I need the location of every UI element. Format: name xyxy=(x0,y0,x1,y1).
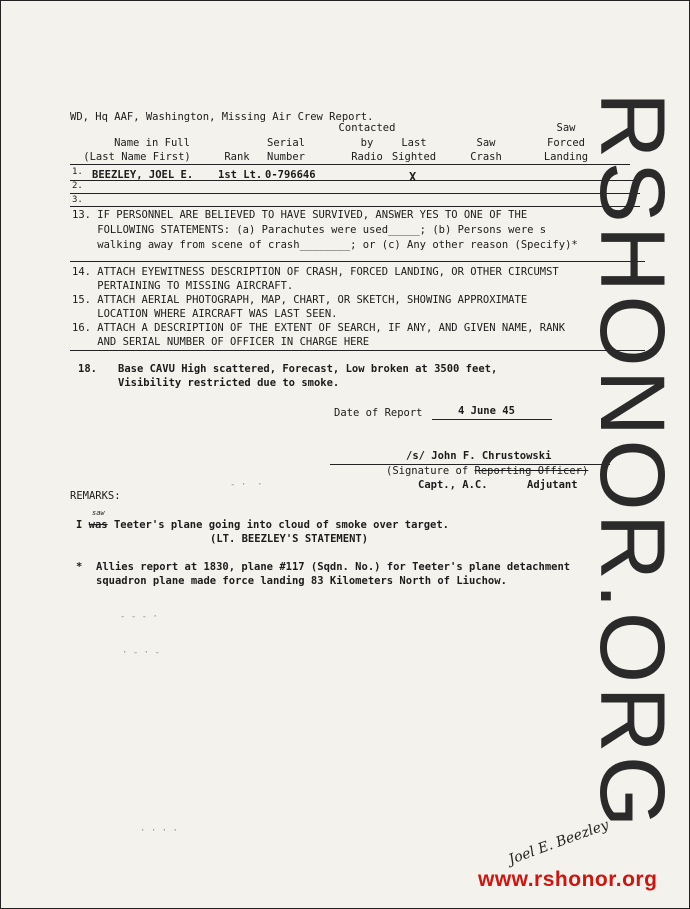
item-18-line2: Visibility restricted due to smoke. xyxy=(118,377,340,389)
date-rule xyxy=(432,419,552,420)
header-rule xyxy=(70,164,630,165)
remarks-label: REMARKS: xyxy=(70,490,121,502)
date-of-report-label: Date of Report xyxy=(334,407,423,419)
remarks-line2: (LT. BEEZLEY'S STATEMENT) xyxy=(210,533,369,545)
signature-caption xyxy=(386,465,588,477)
row-rule xyxy=(70,193,640,194)
col-last-line1: Last xyxy=(401,137,427,149)
watermark-url: www.rshonor.org xyxy=(478,868,658,891)
item-18-number: 18. xyxy=(78,363,97,375)
handwritten-signature: Joel E. Beezley xyxy=(506,816,611,868)
crew-name: BEEZLEY, JOEL E. xyxy=(92,169,194,181)
signature-title: Adjutant xyxy=(527,479,578,491)
date-of-report-value: 4 June 45 xyxy=(458,405,515,417)
item-13-line3: walking away from scene of crash________; or (c) Any other reason (Specify)* xyxy=(72,239,578,251)
crew-last-sighted-mark: X xyxy=(409,170,417,184)
item-14-line2: PERTAINING TO MISSING AIRCRAFT. xyxy=(72,280,294,292)
col-forced-line3: Landing xyxy=(543,151,589,163)
section-rule xyxy=(70,350,645,351)
crew-rank: 1st Lt. xyxy=(218,169,263,181)
col-forced-line1: Saw xyxy=(556,122,576,134)
item-14-line1: 14. ATTACH EYEWITNESS DESCRIPTION OF CRASH, FORCED LANDING, OR OTHER CIRCUMST xyxy=(72,266,559,278)
signature-signed: /s/ John F. Chrustowski xyxy=(406,450,552,462)
col-forced-line2: Forced xyxy=(547,137,585,149)
col-contacted-line2: by xyxy=(360,137,374,149)
item-16-line2: AND SERIAL NUMBER OF OFFICER IN CHARGE HERE xyxy=(72,336,370,348)
bleed-through-mark: - · · xyxy=(230,480,263,490)
crew-row-number: 3. xyxy=(72,195,83,205)
col-saw-crash-line2: Crash xyxy=(470,151,502,163)
item-15-line2: LOCATION WHERE AIRCRAFT WAS LAST SEEN. xyxy=(72,308,338,320)
remarks-line1-struck: was xyxy=(88,519,108,531)
form-title: WD, Hq AAF, Washington, Missing Air Crew Report. xyxy=(70,111,374,123)
item-13-line2: FOLLOWING STATEMENTS: (a) Parachutes were used_____; (b) Persons were s xyxy=(72,224,547,236)
col-serial-line1: Serial xyxy=(267,137,305,149)
remarks-saw-insert: saw xyxy=(92,509,105,517)
bleed-through-mark: · - · - xyxy=(122,648,160,658)
item-16-line1: 16. ATTACH A DESCRIPTION OF THE EXTENT OF SEARCH, IF ANY, AND GIVEN NAME, RANK xyxy=(72,322,566,334)
remarks-note-line2: squadron plane made force landing 83 Kilometers North of Liuchow. xyxy=(96,575,507,587)
item-18-line1: Base CAVU High scattered, Forecast, Low broken at 3500 feet, xyxy=(118,363,498,375)
col-serial-line2: Number xyxy=(267,151,305,163)
row-rule xyxy=(70,180,640,181)
col-rank: Rank xyxy=(224,151,250,163)
signature-caption-struck: Reporting Officer) xyxy=(474,465,589,477)
signature-rank: Capt., A.C. xyxy=(418,479,488,491)
remarks-line1 xyxy=(76,519,449,531)
col-last-line2: Sighted xyxy=(391,151,437,163)
crew-serial: 0-796646 xyxy=(265,169,316,181)
item-13-line1: 13. IF PERSONNEL ARE BELIEVED TO HAVE SURVIVED, ANSWER YES TO ONE OF THE xyxy=(72,209,528,221)
col-contacted-line1: Contacted xyxy=(338,122,396,134)
bleed-through-mark: - - - · xyxy=(120,612,158,622)
remarks-note-star: * xyxy=(76,561,83,573)
signature-caption-prefix: (Signature of xyxy=(386,465,469,477)
col-name-line2: (Last Name First) xyxy=(83,151,191,163)
section-rule xyxy=(70,261,645,262)
bleed-through-mark: · · · · xyxy=(140,826,178,836)
crew-row-number: 1. xyxy=(72,167,83,177)
remarks-line1-prefix: I xyxy=(76,519,83,531)
remarks-note-line1: Allies report at 1830, plane #117 (Sqdn. No.) for Teeter's plane detachment xyxy=(96,561,571,573)
crew-row-number: 2. xyxy=(72,181,83,191)
col-name-line1: Name in Full xyxy=(114,137,190,149)
item-15-line1: 15. ATTACH AERIAL PHOTOGRAPH, MAP, CHART, OR SKETCH, SHOWING APPROXIMATE xyxy=(72,294,528,306)
col-contacted-line3: Radio xyxy=(351,151,383,163)
row-rule xyxy=(70,206,640,207)
col-saw-crash-line1: Saw xyxy=(476,137,496,149)
watermark-text: RSHONOR.ORG xyxy=(581,92,683,831)
remarks-line1-rest: Teeter's plane going into cloud of smoke over target. xyxy=(113,519,449,531)
